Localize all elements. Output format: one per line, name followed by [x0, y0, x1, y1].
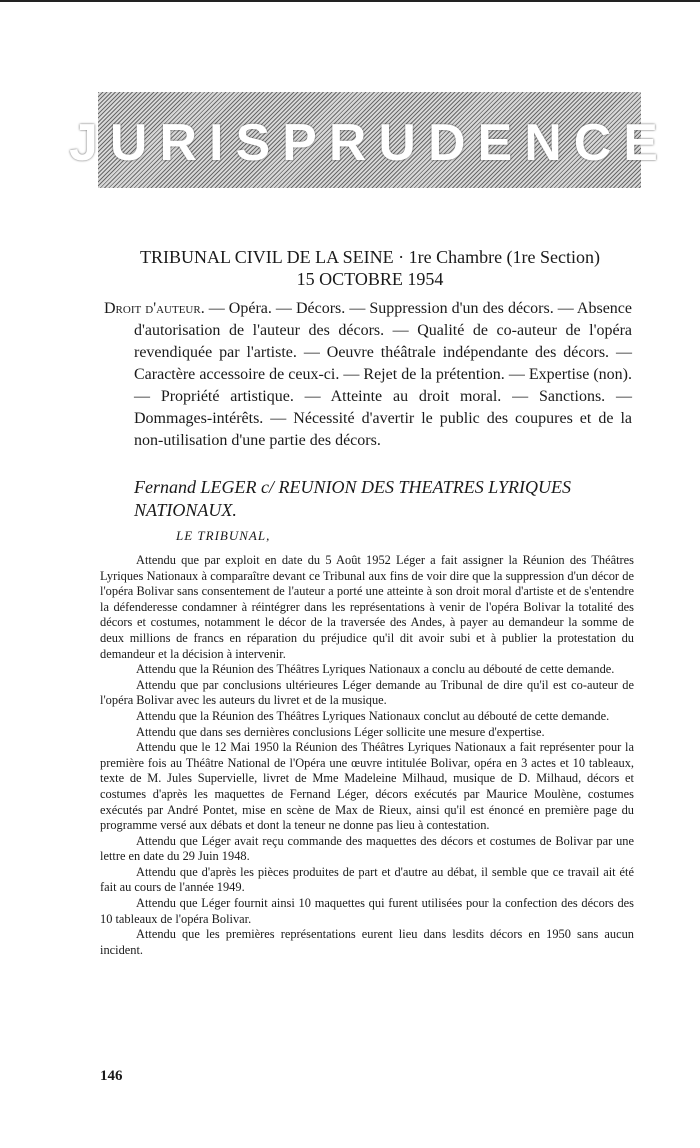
summary-label: Droit d'auteur. [104, 300, 205, 317]
paragraph: Attendu que dans ses dernières conclusions Léger sollicite une mesure d'expertise. [136, 724, 545, 739]
case-parties: Fernand LEGER c/ REUNION DES THEATRES LYRIQUES NATIONAUX. [134, 477, 571, 520]
paragraph: Attendu que les premières représentations eurent lieu dans lesdits décors en 1950 sans aucun incident. [100, 927, 634, 957]
paragraph: Attendu que par exploit en date du 5 Août 1952 Léger a fait assigner la Réunion des Théâtres Lyriques Nationaux à comparaître devant ce Tribunal aux fins de voir dire que la suppression d'un décor de l'opéra Bolivar sans consentement de l'auteur a porté une atteinte à son droit moral d'artiste et de s'entendre la défenderesse condamner à réintégrer dans les représentations à venir de l'opéra Bolivar la totalité des décors et costumes, notamment le décor de la traversée des Andes, à payer au demandeur la somme de deux millions de francs en réparation du préjudice qu'il dit avoir subi et à publier la protestation du demandeur et la décision à intervenir. [100, 553, 634, 661]
page-number: 146 [100, 1068, 123, 1084]
paragraph: Attendu que la Réunion des Théâtres Lyriques Nationaux conclut au débouté de cette demande. [136, 708, 610, 723]
section-banner [69, 92, 670, 188]
paragraph: Attendu que d'après les pièces produites de part et d'autre au débat, il semble que ce travail ait été fait au cours de l'année 1949. [100, 864, 634, 895]
paragraph: Attendu que la Réunion des Théâtres Lyriques Nationaux a conclu au débouté de cette demande. [136, 662, 615, 677]
paragraph: Attendu que le 12 Mai 1950 la Réunion des Théâtres Lyriques Nationaux a fait représenter pour la première fois au Théâtre National de l'Opéra une œuvre intitulée Bolivar, opéra en 3 actes et 10 tableaux, texte de M. Jules Supervielle, livret de Mme Madeleine Milhaud, musique de D. Milhaud, décors et costumes d'après les maquettes de Fernand Léger, décors exécutés par Maurice Moulène, costumes exécutés par André Pontet, mise en scène de Max de Rieux, ainsi qu'il est énoncé en première page du programme versé aux débats et dont la teneur ne donne pas lieu à contestation. [100, 740, 634, 833]
court-heading: TRIBUNAL CIVIL DE LA SEINE · 1re Chambre (1re Section) [139, 247, 601, 267]
judgment-body [100, 553, 634, 958]
judgment-date: 15 OCTOBRE 1954 [296, 269, 444, 289]
paragraph: Attendu que par conclusions ultérieures Léger demande au Tribunal de dire qu'il est co-auteur de l'opéra Bolivar avec les auteurs du livret et de la musique. [100, 677, 634, 708]
section-title: JURISPRUDENCE [69, 114, 670, 172]
paragraph: Attendu que Léger fournit ainsi 10 maquettes qui furent utilisées pour la confection des décors des 10 tableaux de l'opéra Bolivar. [100, 896, 634, 926]
tribunal-label: LE TRIBUNAL, [176, 528, 271, 543]
case-summary [104, 298, 632, 452]
summary-text: — Opéra. — Décors. — Suppression d'un des décors. — Absence d'autorisation de l'auteur des décors. — Qualité de co-auteur de l'opéra revendiquée par l'artiste. — Oeuvre théâtrale indépendante des décors. — Caractère accessoire de ceux-ci. — Rejet de la prétention. — Expertise (non). — Propriété artistique. — Atteinte au droit moral. — Sanctions. — Dommages-intérêts. — Nécessité d'avertir le public des coupures et de la non-utilisation d'une partie des décors. [134, 300, 633, 449]
paragraph: Attendu que Léger avait reçu commande des maquettes des décors et costumes de Bolivar par une lettre en date du 29 Juin 1948. [100, 833, 634, 864]
top-rule [0, 0, 700, 2]
